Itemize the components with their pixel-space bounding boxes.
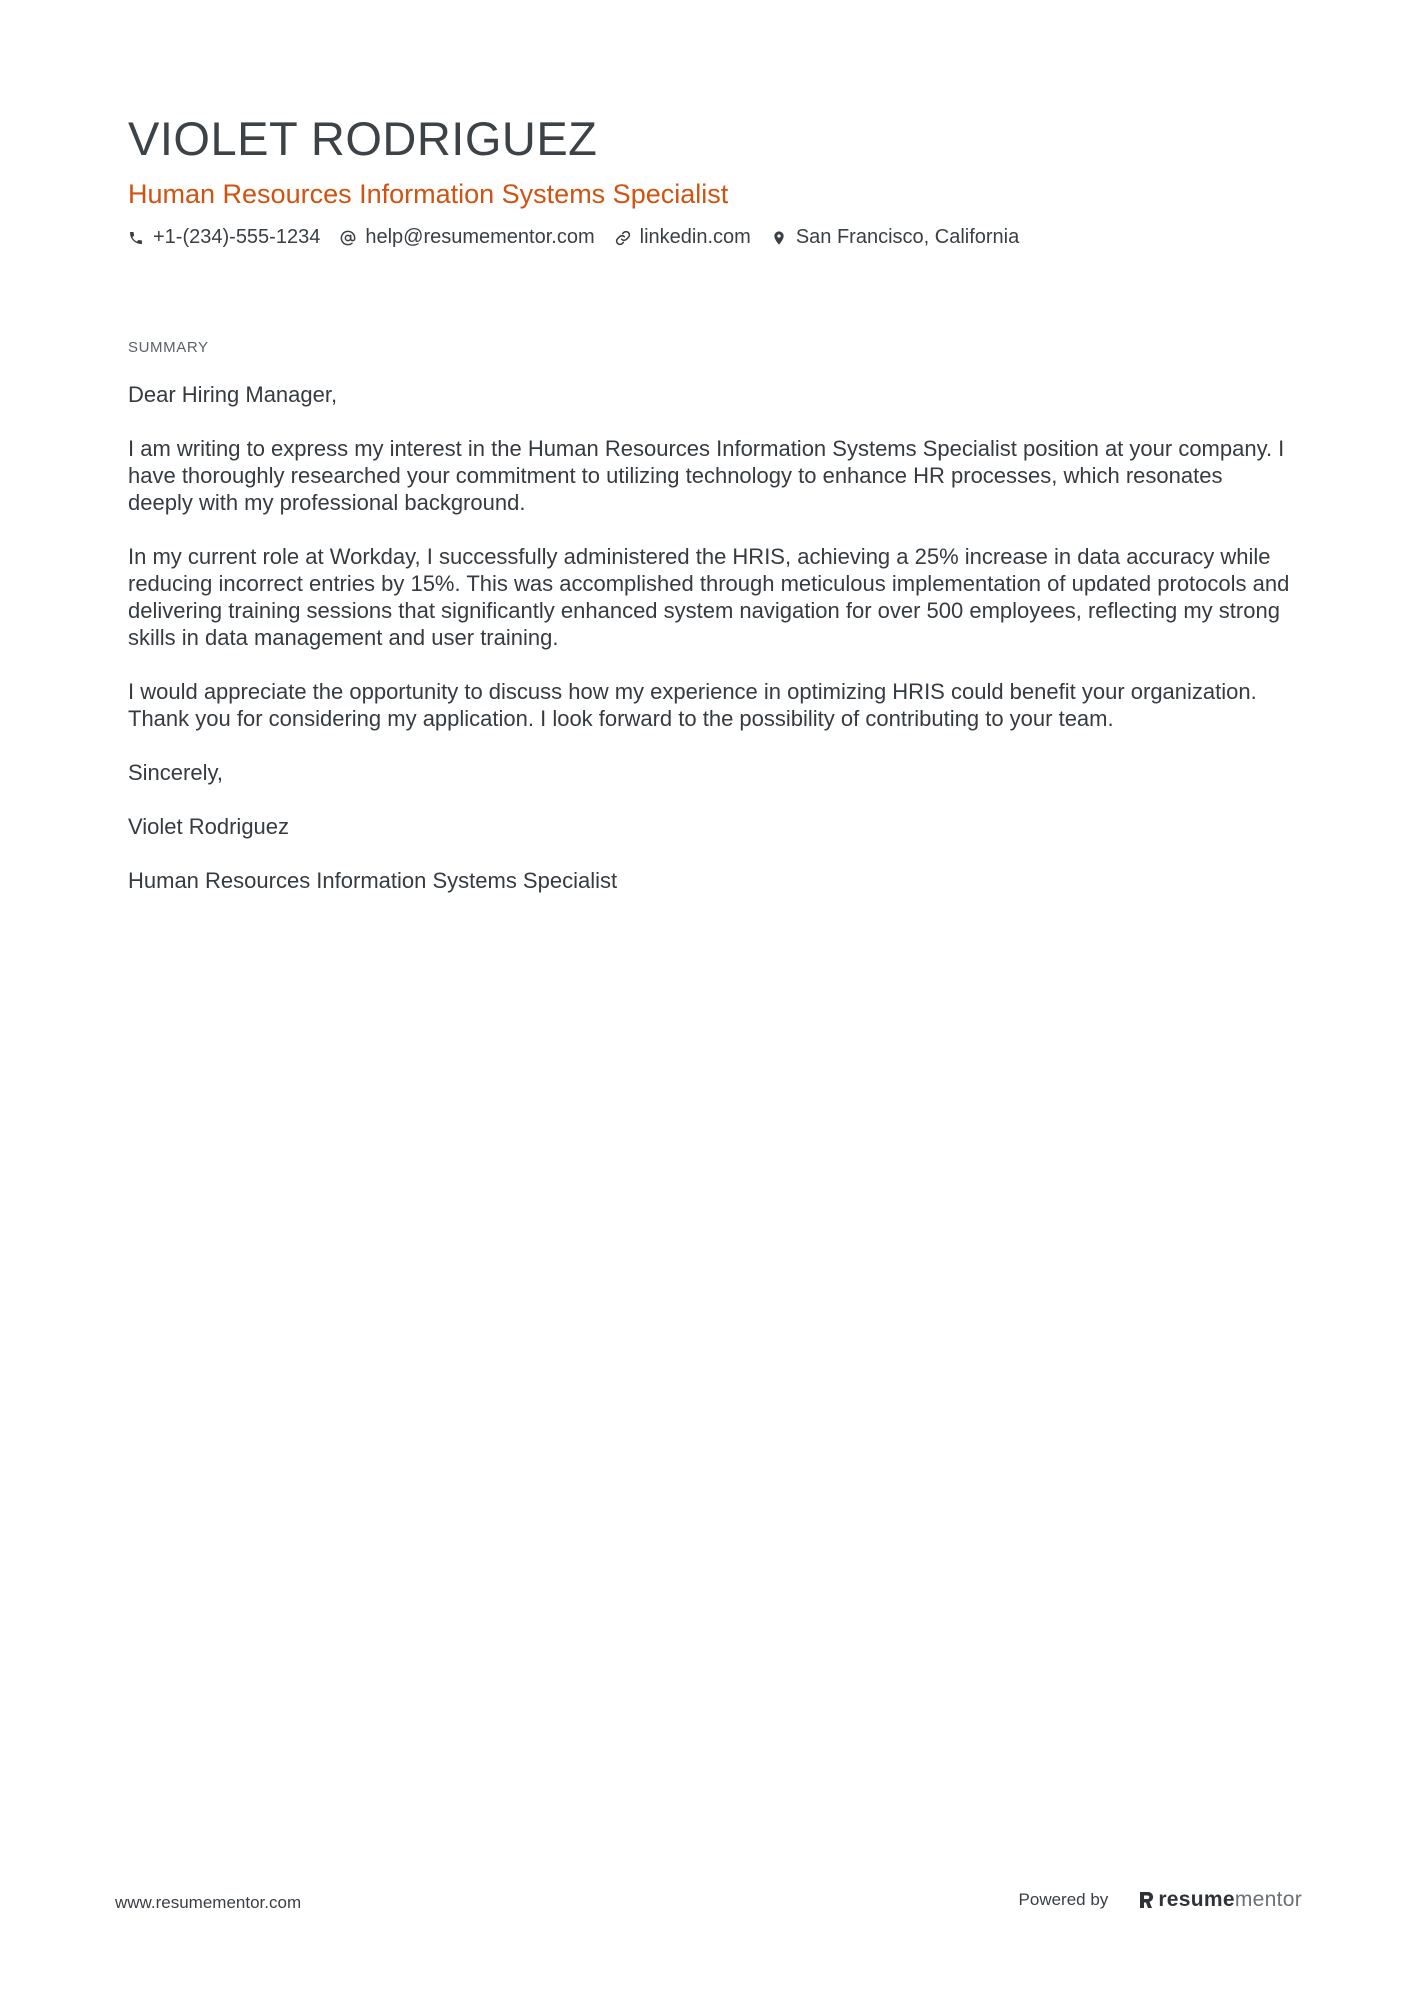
powered-by-label: Powered by (1018, 1890, 1109, 1909)
brand-name-part1: resume (1158, 1888, 1235, 1911)
contact-phone (128, 226, 320, 249)
letter-closing: Sincerely, (128, 760, 223, 785)
header (128, 112, 1288, 249)
at-sign-icon (340, 230, 356, 246)
contact-bar (128, 226, 1288, 249)
contact-website[interactable] (615, 226, 751, 249)
contact-email[interactable] (340, 226, 594, 249)
resumementor-logo-icon (1138, 1890, 1154, 1910)
letter-body (128, 381, 1293, 921)
letter-paragraph: In my current role at Workday, I successfully administered the HRIS, achieving a 25% increase in data accuracy while reducing incorrect entries by 15%. This was accomplished through meticulous implementation of updated protocols and delivering training sessions that significantly enhanced system navigation for over 500 employees, reflecting my strong skills in data management and user training. (128, 544, 1290, 650)
letter-paragraph: I would appreciate the opportunity to discuss how my experience in optimizing HRIS could benefit your organization. Thank you for considering my application. I look forward to the possibility of contributing to your team. (128, 679, 1257, 731)
location-text: San Francisco, California (795, 226, 1020, 249)
brand-logo[interactable] (1138, 1888, 1302, 1912)
website-text[interactable]: linkedin.com (639, 226, 751, 249)
candidate-name: VIOLET RODRIGUEZ (128, 112, 598, 165)
signature-title: Human Resources Information Systems Specialist (128, 868, 618, 893)
footer-branding (1019, 1888, 1302, 1912)
letter-greeting: Dear Hiring Manager, (128, 382, 338, 407)
signature-name: Violet Rodriguez (128, 814, 290, 839)
section-label-summary: SUMMARY (128, 339, 209, 356)
footer-website[interactable]: www.resumementor.com (115, 1893, 302, 1912)
link-icon (615, 230, 631, 246)
email-text[interactable]: help@resumementor.com (365, 226, 595, 249)
map-pin-icon (771, 230, 787, 246)
phone-text: +1-(234)-555-1234 (153, 226, 321, 249)
job-title: Human Resources Information Systems Specialist (128, 179, 729, 210)
contact-location (771, 226, 1019, 249)
brand-name-part2: mentor (1234, 1888, 1302, 1911)
phone-icon (128, 230, 144, 246)
letter-paragraph: I am writing to express my interest in the Human Resources Information Systems Specialist position at your company. I have thoroughly researched your commitment to utilizing technology to enhance HR processes, which resonates deeply with my professional background. (128, 436, 1285, 515)
